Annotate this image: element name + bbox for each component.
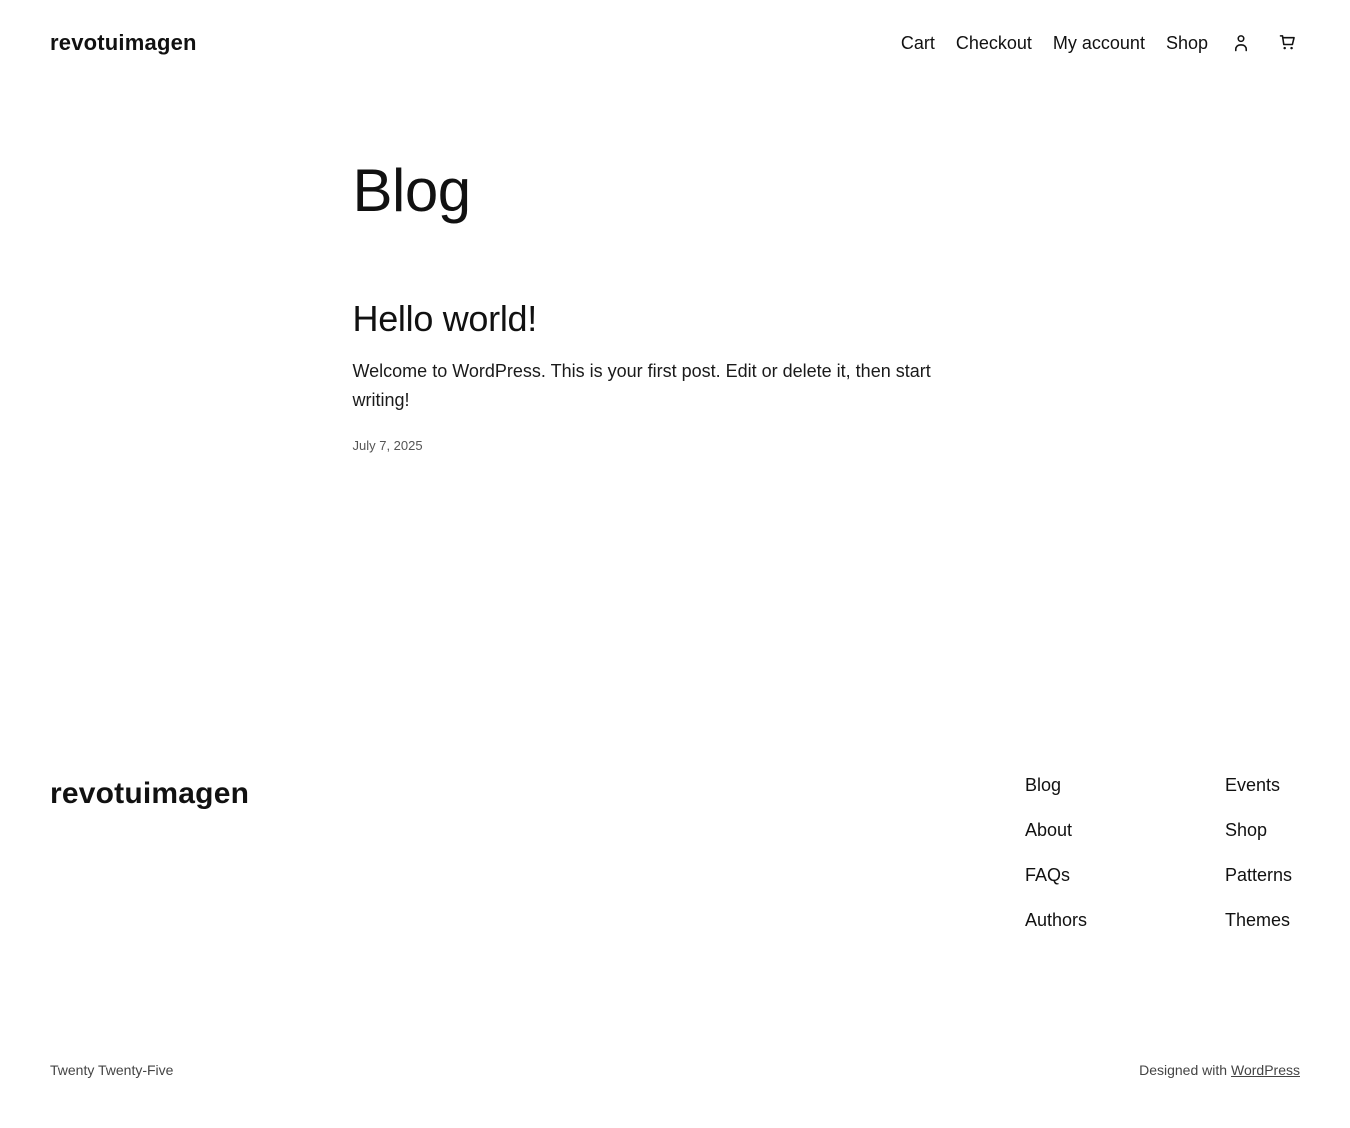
site-header	[0, 0, 1350, 56]
page-title: Blog	[352, 157, 471, 224]
footer-nav	[1025, 776, 1300, 956]
nav-item-checkout[interactable]: Checkout	[955, 32, 1032, 53]
footer-link-themes[interactable]: Themes	[1225, 910, 1291, 930]
footer-link-blog[interactable]: Blog	[1025, 775, 1062, 795]
site-title-link[interactable]: revotuimagen	[50, 30, 197, 55]
list-item	[1025, 776, 1225, 794]
list-item	[1025, 866, 1225, 884]
footer-nav-column-2	[1225, 776, 1300, 956]
footer-bottom	[50, 1062, 1300, 1078]
footer-link-authors[interactable]: Authors	[1025, 910, 1088, 930]
account-icon[interactable]	[1229, 31, 1253, 55]
footer-site-title-link[interactable]: revotuimagen	[50, 777, 250, 810]
post-title-link[interactable]: Hello world!	[352, 298, 537, 339]
nav-item-my-account[interactable]: My account	[1052, 32, 1145, 53]
list-item	[1225, 776, 1300, 794]
list-item	[1025, 821, 1225, 839]
wordpress-link[interactable]: WordPress	[1231, 1062, 1300, 1078]
footer-link-events[interactable]: Events	[1225, 775, 1281, 795]
designed-with-text: Designed with	[1139, 1062, 1228, 1078]
footer-top	[50, 776, 1300, 956]
site-footer	[0, 776, 1350, 1128]
main-content	[353, 156, 998, 453]
designed-with	[1139, 1062, 1300, 1078]
footer-nav-column-1	[1025, 776, 1225, 956]
footer-link-about[interactable]: About	[1025, 820, 1073, 840]
post-item	[353, 297, 998, 453]
list-item	[1225, 866, 1300, 884]
list-item	[1225, 821, 1300, 839]
post-date: July 7, 2025	[352, 437, 423, 453]
footer-link-patterns[interactable]: Patterns	[1225, 865, 1293, 885]
list-item	[1225, 911, 1300, 929]
nav-item-cart[interactable]: Cart	[900, 32, 935, 53]
list-item	[1025, 911, 1225, 929]
post-excerpt: Welcome to WordPress. This is your first post. Edit or delete it, then start writing!	[352, 361, 931, 410]
footer-link-shop[interactable]: Shop	[1225, 820, 1268, 840]
nav-item-shop[interactable]: Shop	[1165, 32, 1208, 53]
footer-link-faqs[interactable]: FAQs	[1025, 865, 1071, 885]
theme-credit: Twenty Twenty-Five	[50, 1062, 174, 1078]
header-nav	[901, 31, 1300, 55]
cart-icon[interactable]	[1276, 31, 1300, 55]
